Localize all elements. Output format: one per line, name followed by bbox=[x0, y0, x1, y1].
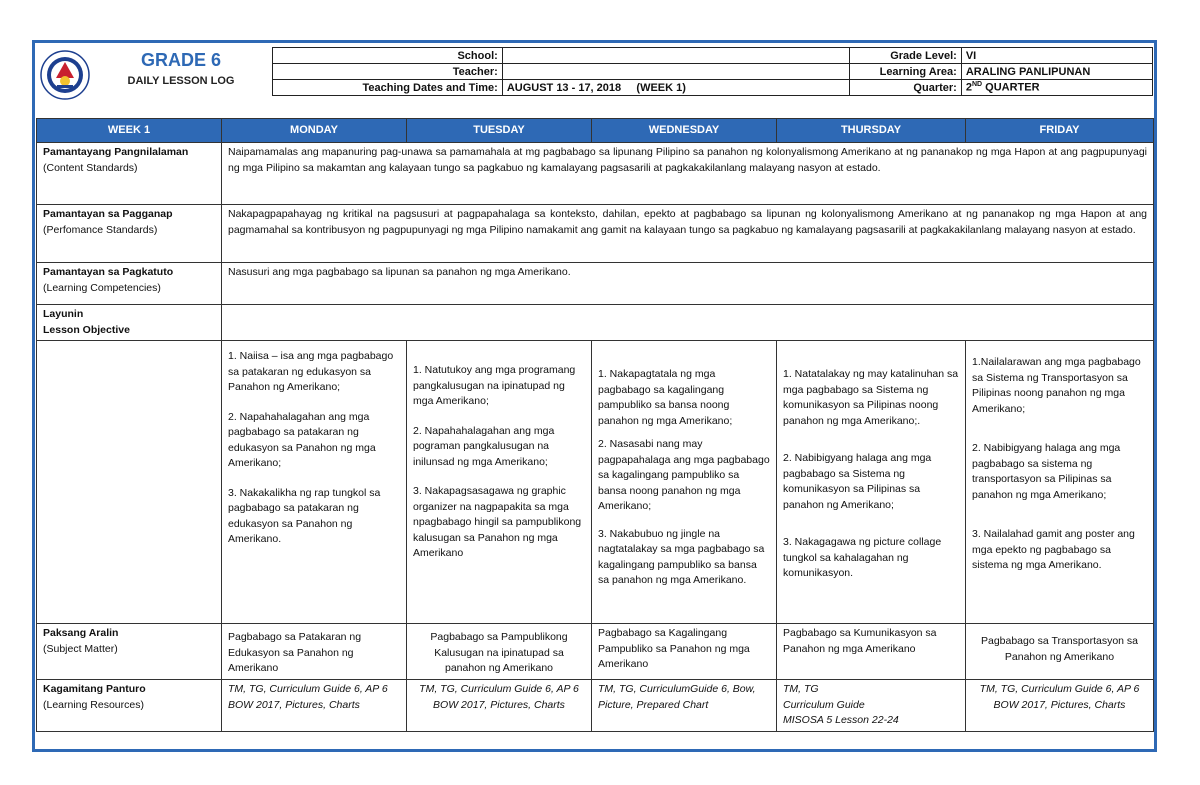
resources-thursday bbox=[777, 680, 966, 732]
learning-area-value[interactable]: ARALING PANLIPUNAN bbox=[961, 64, 1152, 80]
content-standards-text: Naipamamalas ang mapanuring pag-unawa sa pamamahala at mg pagbabago sa lipunang Pilipino sa panahon ng kolonyalismong Amerikano at ng pananakop ng mga Hapon at ang pagpupunyagi ng mga Pilipino sa makamtan ang kalayaan tungo sa pagkabuo ng kamalayang pagsasarili at pagkakakilanlang malayang nasyon at estado. bbox=[222, 143, 1154, 205]
subject-monday: Pagbabago sa Patakaran ng Edukasyon sa Panahon ng Amerikano bbox=[222, 624, 407, 680]
quarter-suffix: ND bbox=[971, 81, 983, 89]
resources-thursday-line: MISOSA 5 Lesson 22-24 bbox=[783, 714, 899, 726]
objective-item: 2. Nabibigyang halaga ang mga pagbabago sa Sistema ng komunikasyon sa Pilipinas sa panahon ng Amerikano; bbox=[783, 452, 932, 511]
objective-item: 1. Naiisa – isa ang mga pagbabago sa patakaran ng edukasyon sa Panahon ng Amerikano; bbox=[228, 350, 394, 393]
lesson-objective-title: Layunin bbox=[43, 308, 84, 320]
learning-resources-sub: (Learning Resources) bbox=[43, 698, 144, 711]
teacher-label: Teacher: bbox=[273, 64, 503, 80]
content-standards-title: Pamantayang Pangnilalaman bbox=[43, 146, 189, 158]
school-value[interactable] bbox=[502, 48, 849, 64]
learning-resources-row bbox=[37, 680, 1154, 732]
subject-tuesday: Pagbabago sa Pampublikong Kalusugan na ipinatupad sa panahon ng Amerikano bbox=[407, 624, 592, 680]
performance-standards-label bbox=[37, 205, 222, 263]
info-table bbox=[272, 47, 1153, 96]
objectives-row bbox=[37, 341, 1154, 624]
quarter-number: 2 bbox=[965, 81, 972, 94]
learning-competencies-row bbox=[37, 263, 1154, 305]
resources-monday: TM, TG, Curriculum Guide 6, AP 6 BOW 2017, Pictures, Charts bbox=[222, 680, 407, 732]
performance-standards-title: Pamantayan sa Pagganap bbox=[43, 208, 173, 220]
resources-thursday-line: Curriculum Guide bbox=[783, 698, 865, 711]
objectives-thursday bbox=[777, 341, 966, 624]
objective-item: 2. Napahahalagahan ang mga pograman pangkalusugan na inilunsad ng mga Amerikano; bbox=[413, 424, 555, 468]
quarter-value[interactable] bbox=[961, 80, 1152, 96]
col-wednesday: WEDNESDAY bbox=[592, 119, 777, 143]
dates-label: Teaching Dates and Time: bbox=[273, 80, 503, 96]
subject-matter-row bbox=[37, 624, 1154, 680]
day-header-row bbox=[37, 119, 1154, 143]
teacher-value[interactable] bbox=[502, 64, 849, 80]
learning-competencies-text: Nasusuri ang mga pagbabago sa lipunan sa panahon ng mga Amerikano. bbox=[222, 263, 1154, 305]
performance-standards-sub: (Perfomance Standards) bbox=[43, 223, 158, 236]
learning-resources-label bbox=[37, 680, 222, 732]
col-tuesday: TUESDAY bbox=[407, 119, 592, 143]
objective-item: 1. Natutukoy ang mga programang pangkalusugan na ipinatupad ng mga Amerikano; bbox=[413, 364, 576, 407]
lesson-objective-sub: Lesson Objective bbox=[43, 323, 130, 336]
col-week: WEEK 1 bbox=[37, 119, 222, 143]
learning-competencies-title: Pamantayan sa Pagkatuto bbox=[43, 266, 174, 278]
objective-item: 1. Nakapagtatala ng mga pagbabago sa kagalingang pampubliko sa bansa noong panahon ng mga Amerikano; bbox=[598, 368, 733, 427]
brand-block bbox=[91, 49, 271, 87]
learning-area-label: Learning Area: bbox=[849, 64, 961, 80]
objectives-tuesday bbox=[407, 341, 592, 624]
objective-item: 2. Nasasabi nang may pagpapahalaga ang mga pagbabago sa kagalingang pampubliko sa bansa noong panahon ng mga Amerikano; bbox=[598, 438, 770, 512]
lesson-log-table bbox=[36, 118, 1154, 732]
objective-item: 1.Nailalarawan ang mga pagbabago sa Sistema ng Transportasyon sa Pilipinas noong panahon ng mga Amerikano; bbox=[972, 356, 1141, 415]
objective-item: 3. Nakabubuo ng jingle na nagtatalakay sa mga pagbabago sa kagalingang pampubliko sa bansa sa panahon ng mga Amerikano. bbox=[598, 527, 765, 586]
lesson-objective-blank bbox=[222, 305, 1154, 341]
lesson-objective-label bbox=[37, 305, 222, 341]
quarter-label: Quarter: bbox=[849, 80, 961, 96]
objective-item: 1. Natatalakay ng may katalinuhan sa mga pagbabago sa Sistema ng komunikasyon sa Pilipinas noong panahon ng mga Amerikano;. bbox=[783, 368, 959, 427]
content-standards-label bbox=[37, 143, 222, 205]
objective-item: 3. Nakakalikha ng rap tungkol sa pagbabago sa patakaran ng edukasyon sa Panahon ng Amerikano. bbox=[228, 486, 381, 545]
header bbox=[36, 46, 1153, 102]
objective-item: 3. Nakagagawa ng picture collage tungkol sa kahalagahan ng komunikasyon. bbox=[783, 536, 942, 579]
objectives-friday bbox=[966, 341, 1154, 624]
learning-resources-title: Kagamitang Panturo bbox=[43, 683, 146, 695]
performance-standards-text: Nakapagpapahayag ng kritikal na pagsusuri at pagpapahalaga sa konteksto, dahilan, epekto at pagbabago sa lipunan ng kolonyalismong Amerikano at ng pananakop ng mga Hapon at ang pagmamahal sa kontribusyon ng pagpupunyagi ng mga Pilipino namakamit ang gamit na kalayaan tungo sa pagkabuo ng kamalayang pagsasarili at pagkakakilanlang malayang nasyon at estado. bbox=[222, 205, 1154, 263]
grade-title: GRADE 6 bbox=[140, 50, 221, 70]
dates-value[interactable]: AUGUST 13 - 17, 2018 (WEEK 1) bbox=[502, 80, 849, 96]
learning-competencies-sub: (Learning Competencies) bbox=[43, 281, 161, 294]
col-thursday: THURSDAY bbox=[777, 119, 966, 143]
col-monday: MONDAY bbox=[222, 119, 407, 143]
performance-standards-row bbox=[37, 205, 1154, 263]
grade-level-label: Grade Level: bbox=[849, 48, 961, 64]
daily-lesson-log-title: DAILY LESSON LOG bbox=[127, 75, 235, 87]
content-standards-row bbox=[37, 143, 1154, 205]
objective-item: 3. Nailalahad gamit ang poster ang mga epekto ng pagbabago sa sistema ng mga Amerikano. bbox=[972, 528, 1135, 571]
school-label: School: bbox=[273, 48, 503, 64]
col-friday: FRIDAY bbox=[966, 119, 1154, 143]
subject-friday: Pagbabago sa Transportasyon sa Panahon ng Amerikano bbox=[966, 624, 1154, 680]
objective-item: 3. Nakapagsasagawa ng graphic organizer na nagpapakita sa mga npagbabago hingil sa pampublikong kalusugan sa Panahon ng mga Amerikano bbox=[413, 485, 582, 559]
objectives-label-blank bbox=[37, 341, 222, 624]
subject-matter-title: Paksang Aralin bbox=[43, 627, 119, 639]
subject-matter-label bbox=[37, 624, 222, 680]
objective-item: 2. Nabibigyang halaga ang mga pagbabago sa sistema ng transportasyon sa Pilipinas sa panahon ng mga Amerikano; bbox=[972, 442, 1121, 501]
resources-wednesday: TM, TG, CurriculumGuide 6, Bow, Picture, Prepared Chart bbox=[592, 680, 777, 732]
deped-seal-icon bbox=[40, 50, 90, 100]
lesson-objective-row bbox=[37, 305, 1154, 341]
subject-wednesday: Pagbabago sa Kagalingang Pampubliko sa Panahon ng mga Amerikano bbox=[592, 624, 777, 680]
content-standards-sub: (Content Standards) bbox=[43, 161, 138, 174]
quarter-word: QUARTER bbox=[982, 81, 1040, 94]
resources-tuesday: TM, TG, Curriculum Guide 6, AP 6 BOW 2017, Pictures, Charts bbox=[407, 680, 592, 732]
subject-matter-sub: (Subject Matter) bbox=[43, 642, 118, 655]
objective-item: 2. Napahahalagahan ang mga pagbabago sa patakaran ng edukasyon sa Panahon ng mga Amerikano; bbox=[228, 410, 376, 469]
learning-competencies-label bbox=[37, 263, 222, 305]
objectives-wednesday bbox=[592, 341, 777, 624]
resources-friday: TM, TG, Curriculum Guide 6, AP 6 BOW 2017, Pictures, Charts bbox=[966, 680, 1154, 732]
resources-thursday-line: TM, TG bbox=[783, 683, 819, 695]
grade-level-value[interactable]: VI bbox=[961, 48, 1152, 64]
subject-thursday: Pagbabago sa Kumunikasyon sa Panahon ng mga Amerikano bbox=[777, 624, 966, 680]
objectives-monday bbox=[222, 341, 407, 624]
